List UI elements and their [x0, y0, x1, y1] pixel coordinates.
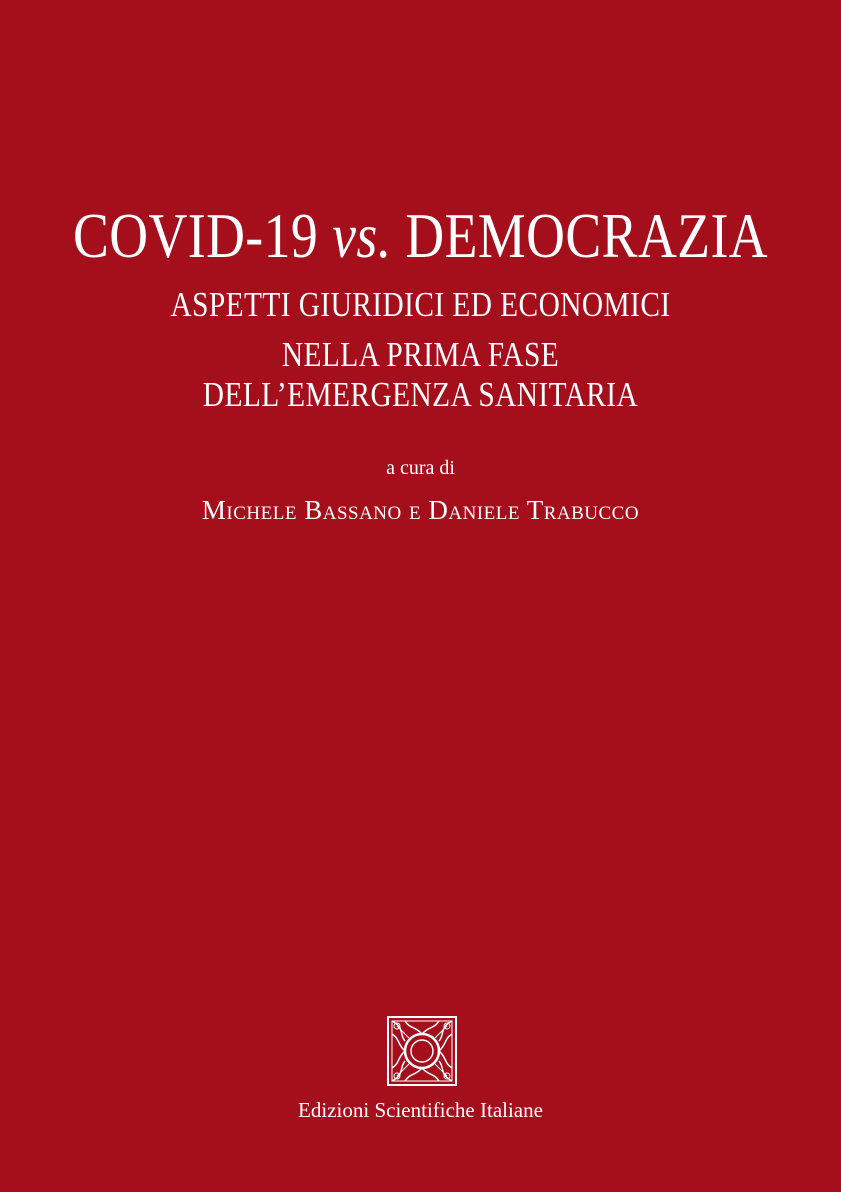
- curator-label: a cura di: [386, 457, 455, 479]
- editors: Michele Bassano e Daniele Trabucco: [201, 495, 640, 525]
- title-vs: vs.: [332, 200, 392, 271]
- subtitle-line-3: DELL’EMERGENZA SANITARIA: [202, 375, 639, 414]
- subtitle-line-2: NELLA PRIMA FASE: [281, 335, 560, 374]
- book-title: [67, 196, 773, 276]
- publisher-name: Edizioni Scientifiche Italiane: [298, 1098, 543, 1122]
- publisher-emblem-icon: [385, 1014, 459, 1088]
- title-end: DEMOCRAZIA: [391, 200, 769, 271]
- title-main: COVID-19: [72, 200, 333, 271]
- subtitle-line-1: ASPETTI GIURIDICI ED ECONOMICI: [170, 285, 671, 324]
